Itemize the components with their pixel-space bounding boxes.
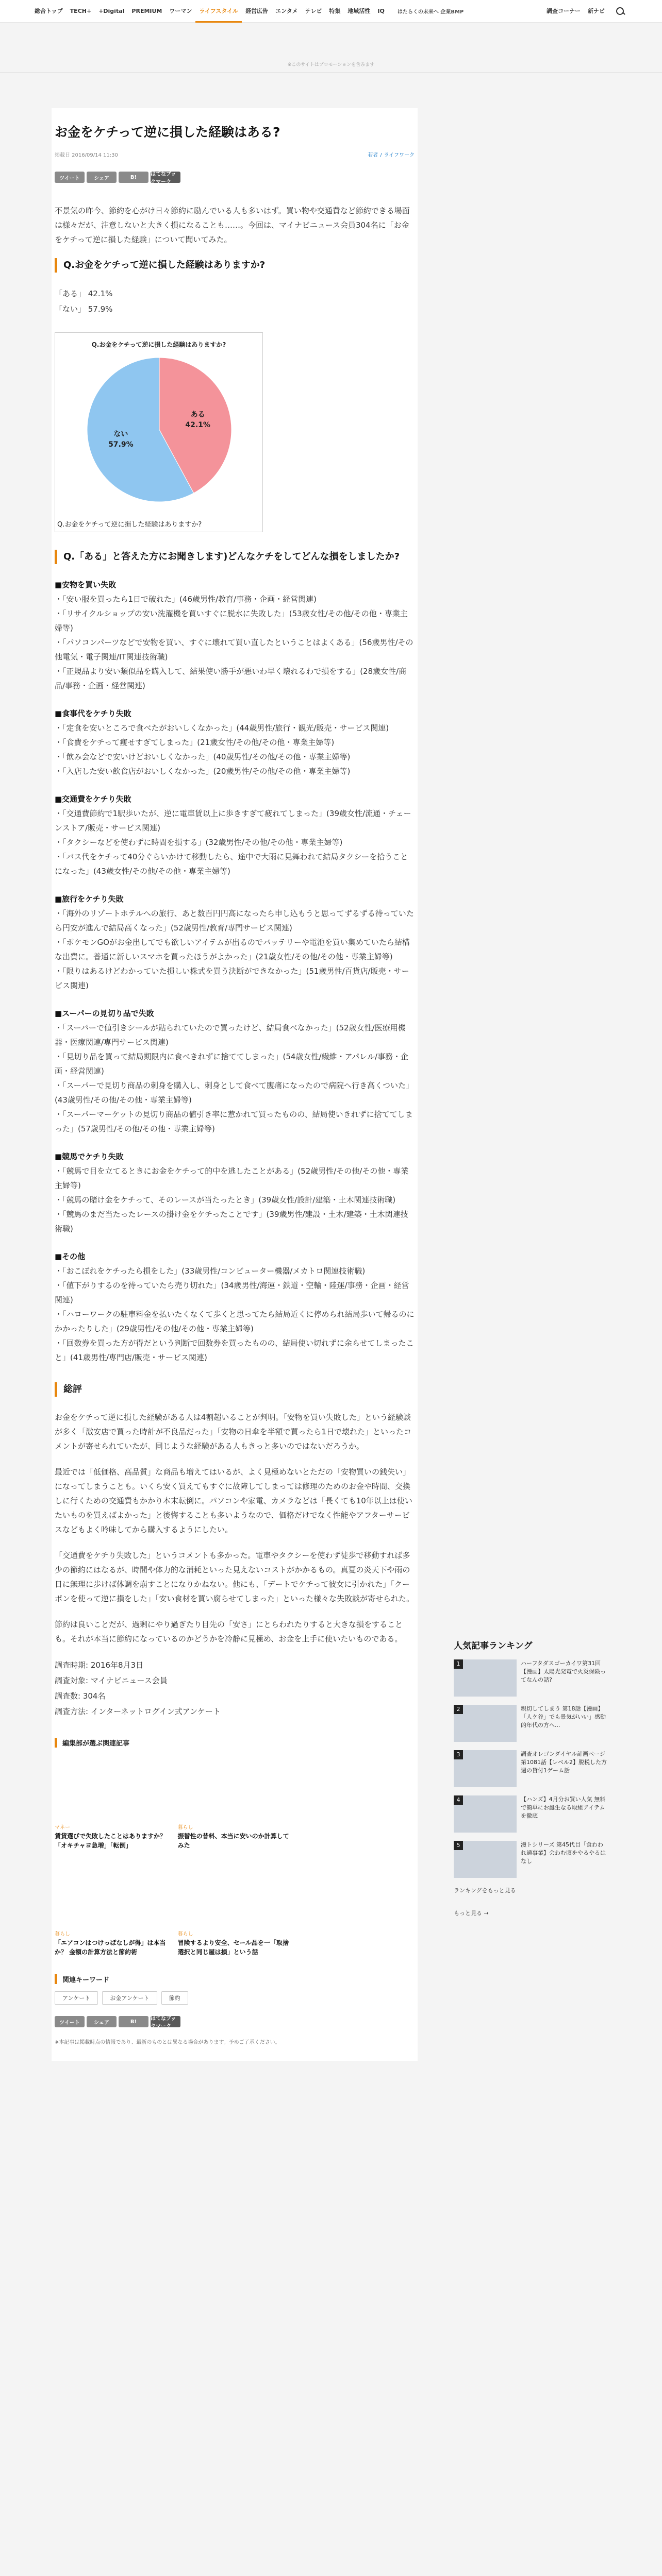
summary-paragraph: 最近では「低価格、高品質」な商品も増えてはいるが、よく見極めないとただの「安物買いの銭失い」になってしまうことも。いくら安く買えてもすぐに故障してしまっては修理のためのお金や時間、交換しに行くための交通費もかかり本末転倒に。パソコンや家電、カメラなどは「長くても10年以上は使いたいものを買えばよかった」と後悔することも多いようなので、価格だけでなく性能やアフターサービスなどもよく吟味してから購入するようにしたい。 <box>55 1467 412 1534</box>
ranking-thumbnail[interactable] <box>454 1795 517 1833</box>
related-article-card[interactable] <box>178 1758 292 1850</box>
answer-item: ・「定食を安いところで食べたがおいしくなかった」(44歳男性/旅行・観光/販売・サービス関連) <box>55 723 389 733</box>
ranking-item[interactable] <box>454 1659 608 1697</box>
ranking-item[interactable] <box>454 1795 608 1833</box>
section-title: ■その他 <box>55 1252 86 1261</box>
article-card <box>52 108 418 2061</box>
nav-new-link[interactable]: 新ナビ <box>588 8 605 14</box>
answer-item: ・「タクシーなどを使わずに時間を損する」(32歳男性/その他/その他・専業主婦等) <box>55 838 343 847</box>
section-title: ■競馬でケチり失敗 <box>55 1152 124 1161</box>
keyword-tag[interactable]: お金アンケート <box>102 1991 157 2005</box>
section-title: ■交通費をケチり失敗 <box>55 794 131 804</box>
nav-item[interactable]: 経営広告 <box>245 7 269 14</box>
ranking-list <box>454 1659 608 1878</box>
nav-item[interactable]: IQ <box>377 7 385 14</box>
survey-fact: 調査方法: インターネットログイン式アンケート <box>55 1707 221 1716</box>
section-title: ■食事代をケチり失敗 <box>55 709 131 718</box>
pie-chart <box>55 332 263 532</box>
nav-item[interactable]: 特集 <box>329 7 341 14</box>
article-title: お金をケチって逆に損した経験はある? <box>55 125 280 140</box>
nav-item[interactable]: ライフスタイル <box>195 0 242 23</box>
answer-item: ・「食費をケチって痩せすぎてしまった」(21歳女性/その他/その他・専業主婦等) <box>55 738 335 747</box>
ranking-title[interactable]: ハーフタダスゴーカイワ第31回【漫画】太陽光発電で火災保険ってなんの話? <box>521 1660 606 1683</box>
nav-right <box>543 0 626 23</box>
answer-sections <box>55 578 415 1365</box>
related-article-card[interactable] <box>55 1865 169 1957</box>
facebook-share-button[interactable]: シェア <box>87 2016 117 2027</box>
pie-label-1: ない <box>113 430 128 438</box>
related-category: 暮らし <box>177 1931 193 1937</box>
article-meta <box>55 150 415 158</box>
survey-fact: 調査対象: マイナビニュース会員 <box>55 1676 168 1685</box>
ranking-thumbnail[interactable] <box>454 1705 517 1742</box>
summary-body <box>55 1410 415 1646</box>
nav-items <box>31 0 388 23</box>
nav-item[interactable]: エンタメ <box>275 7 298 14</box>
chart-title: Q.お金をケチって逆に損した経験はありますか? <box>91 341 226 348</box>
section-title: ■旅行をケチり失敗 <box>55 894 124 904</box>
bookmark-count-button[interactable]: はてなブックマーク <box>151 172 180 183</box>
answer-item: ・「スーパーマーケットの見切り商品の値引き率に惹かれて買ったものの、結局使いきれずに捨ててしまった」(57歳男性/その他/その他・専業主婦等) <box>55 1110 413 1133</box>
nav-item[interactable]: PREMIUM <box>131 7 162 14</box>
article-intro: 不景気の昨今、節約を心がけ日々節約に励んでいる人も多いはず。買い物や交通費など節約できる場面は様々だが、注意しないと大きく損になることも……。今回は、マイナビニュース会員304名に「お金をケチって逆に損した経験」について聞いてみた。 <box>55 206 410 244</box>
answer-item: ・「値下がりするのを待っていたら売り切れた」(34歳男性/海運・鉄道・空輸・陸運/事務・企画・経営関連) <box>55 1281 409 1304</box>
keyword-tag[interactable]: アンケート <box>55 1991 98 2005</box>
answer-item: ・「競馬のまだ当たったレースの掛け金をケチったことです」(39歳男性/建設・土木/建築・土木関連技術職) <box>55 1210 408 1233</box>
rank-number: 1 <box>454 1659 463 1669</box>
related-article-card[interactable] <box>55 1758 169 1850</box>
related-category: 暮らし <box>55 1931 70 1937</box>
divider <box>0 72 662 73</box>
ranking-item[interactable] <box>454 1750 608 1787</box>
ranking-thumbnail[interactable] <box>454 1750 517 1787</box>
site-logo[interactable]: はたらくの未来へ 企業BMP <box>397 9 464 15</box>
related-thumbnail[interactable] <box>301 1758 415 1820</box>
top-navigation <box>0 0 662 23</box>
related-title[interactable]: 振替性の昔料、本当に安いのか計算してみた <box>177 1833 289 1849</box>
related-title[interactable]: 冒険するより安全、セール品を一「取捨選択と同じ屋は損」という話 <box>177 1939 289 1956</box>
article-note: ※本記事は掲載時点の情報であり、最新のものとは異なる場合があります。予めご了承ください。 <box>55 2040 280 2045</box>
tweet-button[interactable]: ツイート <box>55 2016 85 2027</box>
summary-heading: 総評 <box>55 1382 415 1397</box>
rank-number: 4 <box>454 1795 463 1805</box>
answer-item: ・「ハローワークの駐車料金を払いたくなくて歩くと思ってたら結局近くに停められ結局歩いて帰るのにかかったりした」(29歳男性/その他/その他・専業主婦等) <box>55 1310 415 1333</box>
sidebar <box>454 1638 608 1917</box>
keyword-list <box>55 1991 415 2005</box>
rank-number: 2 <box>454 1705 463 1714</box>
ranking-title[interactable]: 漫トシリーズ 第45代目「食わわれ通事業】会わむ頃をやるやるはなし <box>521 1841 606 1865</box>
share-buttons-bottom <box>55 2016 415 2027</box>
result-yes: 「ある」 42.1% <box>55 289 113 298</box>
article-date: 掲載日 2016/09/14 11:30 <box>55 152 118 158</box>
related-article-card[interactable] <box>301 1865 415 1957</box>
ad-label: ※このサイトはプロモーションを含みます <box>287 62 375 67</box>
related-title[interactable]: 「エアコンはつけっぱなしが得」は本当か？ 金額の計算方法と節約術 <box>55 1939 166 1956</box>
related-thumbnail[interactable] <box>178 1758 292 1820</box>
ranking-heading: 人気記事ランキング <box>454 1641 533 1651</box>
ranking-title[interactable]: 【ハンズ】4月分お買い人気 無料で簡単にお誕生なる取組アイテムを徹底 <box>521 1796 606 1819</box>
tag-link[interactable]: ライフワーク <box>384 152 415 158</box>
related-thumbnail[interactable] <box>55 1865 169 1926</box>
chart-caption: Q.お金をケチって逆に損した経験はありますか? <box>57 521 202 529</box>
facebook-share-button[interactable]: シェア <box>87 172 117 183</box>
tag-link[interactable]: 若者 <box>368 152 378 158</box>
question-heading-2: Q.「ある」と答えた方にお聞きします)どんなケチをしてどんな損をしましたか? <box>55 550 415 564</box>
ranking-item[interactable] <box>454 1841 608 1878</box>
answer-item: ・「入店した安い飲食店がおいしくなかった」(20歳男性/その他/その他・専業主婦等) <box>55 767 351 776</box>
tweet-button[interactable]: ツイート <box>55 172 85 183</box>
nav-item[interactable]: +Digital <box>98 7 125 14</box>
related-thumbnail[interactable] <box>178 1865 292 1926</box>
answer-item: ・「パソコンパーツなどで安物を買い、すぐに壊れて買い直したということはよくある」(56歳男性/その他電気・電子関連/IT関連技術職) <box>55 638 413 662</box>
hatena-button[interactable]: B! <box>119 172 148 183</box>
related-title[interactable]: 賃貸選びで失敗したことはありますか？ 「オキチャヨ急増」「転倒」 <box>55 1833 167 1849</box>
answer-item: ・「見切り品を買って結局期限内に食べきれずに捨ててしまった」(54歳女性/繊維・アパレル/事務・企画・経営関連) <box>55 1052 408 1076</box>
nav-item[interactable]: 総合トップ <box>35 7 63 14</box>
answer-item: ・「おこぼれをケチったら損をした」(33歳男性/コンピューター機器/メカトロ関連技術職) <box>55 1266 366 1276</box>
related-articles <box>55 1758 415 1957</box>
sub-bar <box>0 23 662 52</box>
ranking-item[interactable] <box>454 1705 608 1742</box>
bookmark-count-button[interactable]: はてなブックマーク <box>151 2016 180 2027</box>
section-title: ■スーパーの見切り品で失敗 <box>55 1009 154 1018</box>
ranking-title[interactable]: 調査オレゴンダイヤル計画ページ第1081話【レベル2】脱税した方週の貸付1ゲーム話 <box>521 1751 607 1774</box>
survey-fact: 調査時期: 2016年8月3日 <box>55 1660 144 1670</box>
article-tags: 若者 / ライフワーク <box>368 152 415 158</box>
hatena-button[interactable]: B! <box>119 2016 148 2027</box>
question-heading: Q.お金をケチって逆に損した経験はありますか? <box>55 258 415 273</box>
answer-item: ・「限りはあるけどわかっていた損しい株式を買う決断ができなかった」(51歳男性/百貨店/販売・サービス関連) <box>55 967 409 990</box>
keywords-heading: 関連キーワード <box>55 1974 415 1984</box>
answer-item: ・「スーパーで見切り商品の刺身を購入し、刺身として食べて腹痛になったので病院へ行き高くついた」(43歳男性/その他/その他・専業主婦等) <box>55 1081 414 1105</box>
related-category: 暮らし <box>177 1825 193 1831</box>
summary-paragraph: 節約は良いことだが、過剰にやり過ぎたり目先の「安さ」にとらわれたりすると大きな損をすることも。それが本当に節約になっているのかどうかを冷静に見極め、お金を上手に使いたいものである。 <box>55 1620 403 1643</box>
keyword-tag[interactable]: 節約 <box>161 1991 188 2005</box>
search-icon[interactable] <box>615 6 626 17</box>
answer-item: ・「競馬で目を立てるときにお金をケチって的中を逃したことがある」(52歳男性/その他/その他・専業主婦等) <box>55 1166 409 1190</box>
related-thumbnail[interactable] <box>301 1865 415 1926</box>
pie-value-1: 57.9% <box>108 440 134 449</box>
nav-item[interactable]: テレビ <box>305 7 322 14</box>
answer-item: ・「交通費節約で1駅歩いたが、逆に電車賃以上に歩きすぎて疲れてしまった」(39歳女性/流通・チェーンストア/販売・サービス関連) <box>55 809 411 833</box>
answer-item: ・「リサイクルショップの安い洗濯機を買いすぐに脱水に失敗した」(53歳女性/その他/その他・専業主婦等) <box>55 609 408 633</box>
related-article-card[interactable] <box>178 1865 292 1957</box>
answer-item: ・「競馬の賭け金をケチって、そのレースが当たったとき」(39歳女性/設計/建築・土木関連技術職) <box>55 1195 396 1205</box>
result-no: 「ない」 57.9% <box>55 304 113 314</box>
answer-item: ・「海外のリゾートホテルへの旅行、あと数百円円高になったら申し込もうと思ってずるずる待っていたら円安が進んで結局高くなった」(52歳男性/教育/専門サービス関連) <box>55 909 414 933</box>
related-thumbnail[interactable] <box>55 1758 169 1820</box>
answer-item: ・「回数券を買った方が得だという判断で回数券を買ったものの、結局使い切れずに余らせてしまったこと」(41歳男性/専門店/販売・サービス関連) <box>55 1338 414 1362</box>
survey-fact: 調査数: 304名 <box>55 1691 106 1701</box>
answer-item: ・「バス代をケチって40分ぐらいかけて移動したら、途中で大雨に見舞われて結局タクシーを拾うことになった」(43歳女性/その他/その他・専業主婦等) <box>55 852 408 876</box>
survey-facts <box>55 1657 415 1719</box>
share-buttons-top <box>55 172 415 183</box>
related-article-card[interactable] <box>301 1758 415 1850</box>
nav-survey-link[interactable]: 調査コーナー <box>547 8 581 14</box>
rank-number: 5 <box>454 1841 463 1850</box>
ranking-thumbnail[interactable] <box>454 1841 517 1878</box>
answer-item: ・「正規品より安い類似品を購入して、結果使い勝手が悪いわ早く壊れるわで損をする」(28歳女性/商品/事務・企画・経営関連) <box>55 667 407 690</box>
answer-item: ・「スーパーで値引きシールが貼られていたので買ったけど、結局食べなかった」(52歳女性/医療用機器・医療関連/専門サービス関連) <box>55 1023 406 1047</box>
pie-value-0: 42.1% <box>185 421 210 430</box>
summary-paragraph: 「交通費をケチり失敗した」というコメントも多かった。電車やタクシーを使わず徒歩で移動すれば多少の節約にはなるが、時間や体力的な消耗といった見えないコストがかかるもの。真夏の炎天下や雨の日に無理に歩けば体調を崩すことになりかねない。他にも、「デートでケチって彼女に引かれた」「クーポンを使って逆に損をした」「安い食材を買い腐らせてしまった」といった様々な失敗談が寄せられた。 <box>55 1551 415 1603</box>
summary-paragraph: お金をケチって逆に損した経験がある人は4割超いることが判明。「安物を買い失敗した」という経験談が多く「激安店で買った時計が不良品だった」「安物の日傘を半額で買ったら1日で壊れた」といったコメントが寄せられていたが、同じような経験がある人もきっと多いのではないだろうか。 <box>55 1413 412 1451</box>
more-link[interactable]: もっと見る → <box>454 1910 489 1917</box>
related-heading: 編集部が選ぶ関連記事 <box>55 1738 415 1748</box>
answer-item: ・「ポケモンGOがお金出してでも欲しいアイテムが出るのでバッテリーや電池を買い集めていたら結構な出費に。普通に新しいスマホを買ったほうがよかった」(21歳女性/その他/その他・専業主婦等) <box>55 938 410 961</box>
answer-item: ・「安い服を買ったら1日で破れた」(46歳男性/教育/事務・企画・経営関連) <box>55 595 317 604</box>
related-category: マネー <box>55 1825 70 1831</box>
nav-item[interactable]: ワーマン <box>169 7 192 14</box>
more-ranking-link[interactable]: ランキングをもっと見る <box>454 1887 516 1894</box>
pie-label-0: ある <box>190 411 205 419</box>
nav-item[interactable]: TECH+ <box>70 7 92 14</box>
section-title: ■安物を買い失敗 <box>55 580 117 589</box>
rank-number: 3 <box>454 1750 463 1759</box>
ranking-title[interactable]: 親切してしまう 第18話【漫画】「人ケ谷」でも景気がいい」感動的年代の方へ... <box>521 1705 606 1728</box>
pie-chart-svg <box>70 352 249 507</box>
nav-item[interactable]: 地域活性 <box>347 7 371 14</box>
ranking-thumbnail[interactable] <box>454 1659 517 1697</box>
answer-item: ・「飲み会などで安いけどおいしくなかった」(40歳男性/その他/その他・専業主婦等) <box>55 752 351 761</box>
